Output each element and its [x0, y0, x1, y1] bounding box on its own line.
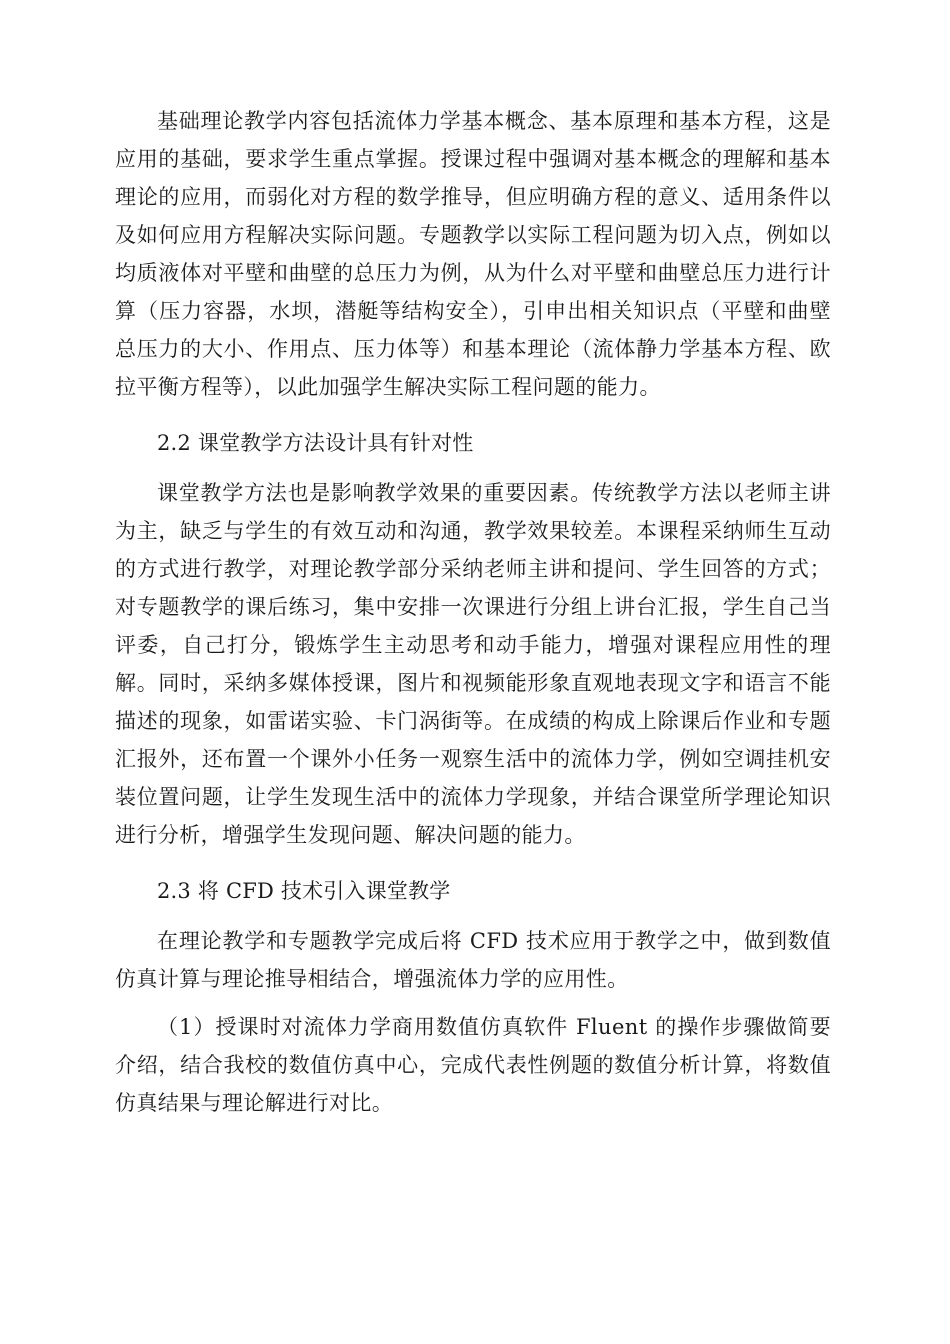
- section-heading-2-2: 2.2 课堂教学方法设计具有针对性: [157, 431, 474, 455]
- paragraph-teaching-methods: 课堂教学方法也是影响教学效果的重要因素。传统教学方法以老师主讲为主，缺乏与学生的有效互动和沟通，教学效果较差。本课程采纳师生互动的方式进行教学，对理论教学部分采纳老师主讲和提问、学生回答的方式；对专题教学的课后练习，集中安排一次课进行分组上讲台汇报，学生自己当评委，自己打分，锻炼学生主动思考和动手能力，增强对课程应用性的理解。同时，采纳多媒体授课，图片和视频能形象直观地表现文字和语言不能描述的现象，如雷诺实验、卡门涡街等。在成绩的构成上除课后作业和专题汇报外，还布置一个课外小任务一观察生活中的流体力学，例如空调挂机安装位置问题，让学生发现生活中的流体力学现象，并结合课堂所学理论知识进行分析，增强学生发现问题、解决问题的能力。: [115, 481, 831, 847]
- section-heading-2-3: 2.3 将 CFD 技术引入课堂教学: [157, 879, 451, 903]
- paragraph-fluent-step-1: （1）授课时对流体力学商用数值仿真软件 Fluent 的操作步骤做简要介绍，结合我校的数值仿真中心，完成代表性例题的数值分析计算，将数值仿真结果与理论解进行对比。: [115, 1015, 831, 1115]
- paragraph-basic-theory: 基础理论教学内容包括流体力学基本概念、基本原理和基本方程，这是应用的基础，要求学生重点掌握。授课过程中强调对基本概念的理解和基本理论的应用，而弱化对方程的数学推导，但应明确方程的意义、适用条件以及如何应用方程解决实际问题。专题教学以实际工程问题为切入点，例如以均质液体对平壁和曲壁的总压力为例，从为什么对平壁和曲壁总压力进行计算（压力容器，水坝，潜艇等结构安全），引申出相关知识点（平壁和曲壁总压力的大小、作用点、压力体等）和基本理论（流体静力学基本方程、欧拉平衡方程等），以此加强学生解决实际工程问题的能力。: [115, 109, 831, 399]
- paragraph-cfd-intro: 在理论教学和专题教学完成后将 CFD 技术应用于教学之中，做到数值仿真计算与理论推导相结合，增强流体力学的应用性。: [115, 929, 831, 991]
- document-page: [115, 102, 831, 1122]
